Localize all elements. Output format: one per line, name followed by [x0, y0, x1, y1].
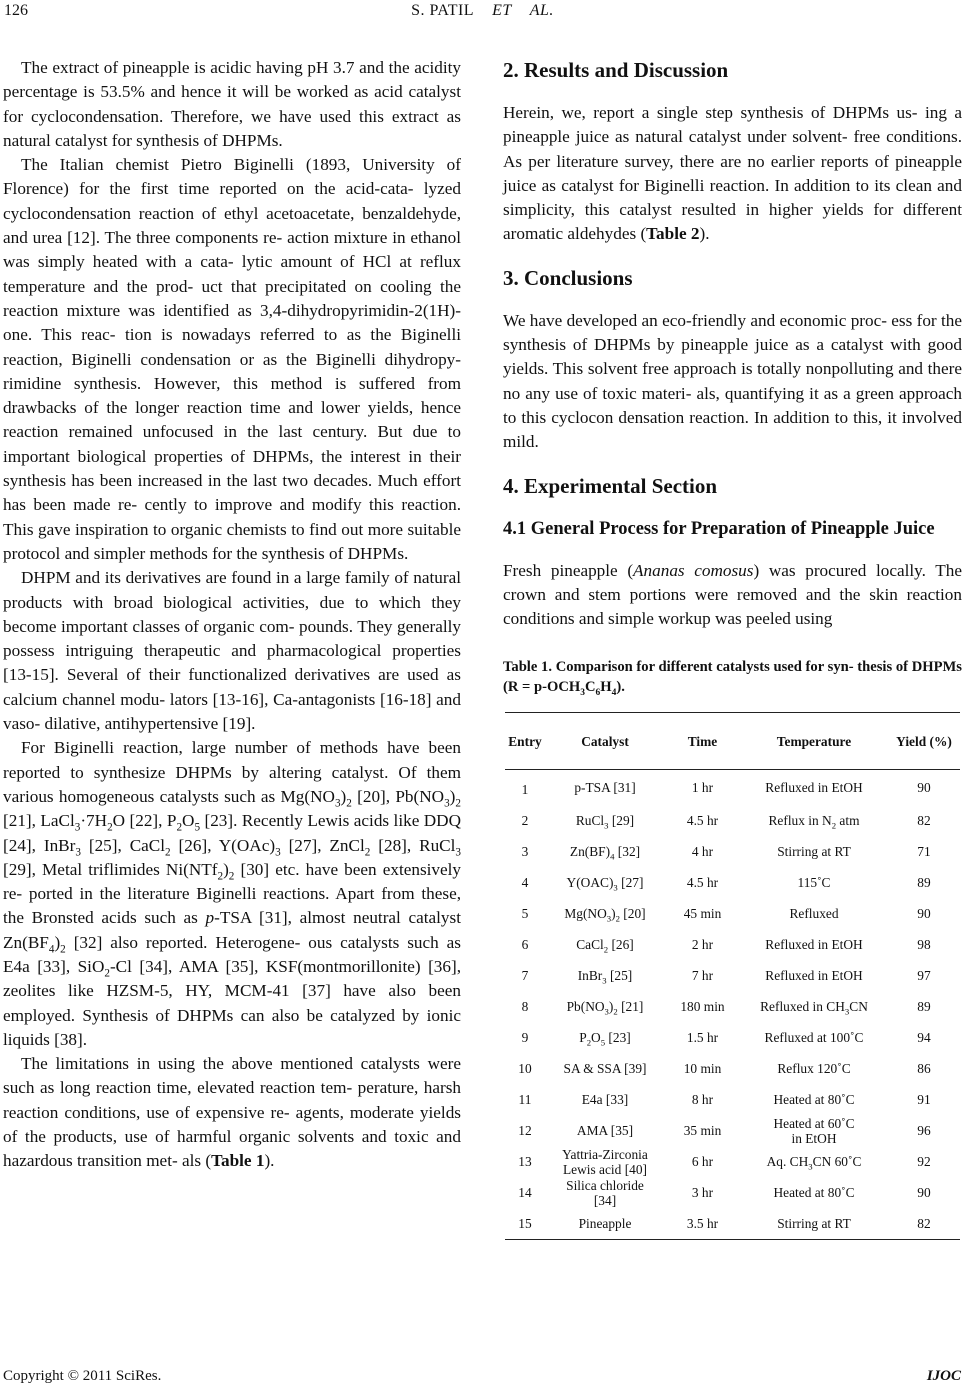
paragraph: For Biginelli reaction, large number of methods have been reported to synthesize DHPMs by altering catalyst. Of them various homogeneous catalysts such as $Mg(NO_3)_2$ [20], $Pb(NO_3)_2$ [21], $LaCl_3\cdot 7H_2O$ [22], $P_2O_5$ [23]. Recently Lewis acids like DDQ [24], InBr$_3$ [25], CaCl$_2$ [26], $Y(OAc)_3$ [27], ZnCl$_2$ [28], RuCl$_3$ [29], Metal triflimides $Ni(NTf_2)_2$ [30] etc. have been extensively re- ported in the literature Biginelli reactions. Apart from these, the Bronsted acids such as p-TSA [31], almost neutral catalyst $Zn(BF_4)_2$ [32] also reported. Heterogene- ous catalysts such as E4a [33], SiO$_2$-Cl [34], AMA [35], KSF(montmorillonite) [36], zeolites like HZSM-5, HY, MCM-41 [37] have also been employed. Synthesis of DHPMs can also be catalyzed by ionic liquids [38]. — [3, 738, 462, 1049]
paragraph: The extract of pineapple is acidic having pH 3.7 and the acidity percentage is 53.5% and hence it will be worked as acid catalyst for cyclocondensation. Therefore, we have used this extract as natural catalyst for synthesis of DHPMs. — [3, 58, 461, 150]
table-row: 7 InBr$_3$ [25] 7 hr Refluxed in EtOH 97 — [521, 968, 931, 987]
table-row: 14 Silica chloride [34] 3 hr Heated at 80˚C 90 — [518, 1177, 931, 1208]
column-header: Catalyst — [545, 713, 665, 770]
table-row: 13 Yattria-Zirconia Lewis acid [40] 6 hr Aq. $CH_3CN$ 60˚C 92 — [518, 1146, 931, 1177]
paragraph: We have developed an eco-friendly and economic proc- ess for the synthesis of DHPMs by pineapple juice as a catalyst with good yields. This solvent free approach is totally nonpolluting and there no any use of toxic materi- als, quantifying it as a green approach to this cyclocon densation reaction. In addition to this, it involved mild. — [503, 310, 962, 452]
table-row: 6 CaCl$_2$ [26] 2 hr Refluxed in EtOH 98 — [521, 937, 931, 956]
table-row: 3 $Zn(BF)_4$ [32] 4 hr Stirring at RT 71 — [521, 844, 931, 863]
section-title-results: 2. Results and Discussion — [503, 58, 729, 82]
section-title-conclusions: 3. Conclusions — [503, 265, 633, 290]
table-caption: Table 1. Comparison for different catalysts used for syn- thesis of DHPMs $(R = p-OCH_3C_6H_4)$. — [503, 659, 962, 699]
table-row: 2 RuCl$_3$ [29] 4.5 hr Reflux in $N_2$ atm 82 — [521, 813, 931, 832]
column-header: Temperature — [740, 713, 888, 770]
paragraph: Fresh pineapple (Ananas comosus) was procured locally. The crown and stem portions were removed and the skin reaction conditions and simple workup was peeled using — [503, 560, 962, 629]
paragraph: Herein, we, report a single step synthesis of DHPMs us- ing a pineapple juice as natural catalyst under solvent- free conditions. As per literature survey, there are no earlier reports of pineapple juice as catalyst for Biginelli reaction. In addition to its clean and simplicity, this catalyst resulted in higher yields for different aromatic aldehydes (Table 2). — [503, 103, 962, 244]
table-row: 9 $P_2O_5$ [23] 1.5 hr Refluxed at 100˚C 94 — [521, 1030, 931, 1049]
table-row: 15 Pineapple 3.5 hr Stirring at RT 82 — [505, 1208, 960, 1240]
table-row: 12 AMA [35] 35 min Heated at 60˚C in EtOH 96 — [518, 1115, 931, 1146]
paragraph: The Italian chemist Pietro Biginelli (1893, University of Florence) for the first time reported on the acid-cata- lyzed cyclocondensation reaction of ethyl acetoacetate, benzaldehyde, and urea [12]. The three components re- action mixture in ethanol was simply heated with a cata- lytic amount of HCl at reflux temperature and the prod- uct that precipitated on cooling the reaction mixture was identified as 3,4-dihydropyrimidin-2(1H)-one. This reac- tion is nowadays referred to as the Biginelli reaction, Biginelli condensation or as the Biginelli dihydropy- rimidine synthesis. However, this method is suffered from drawbacks of the longer reaction time and lower yields, hence reaction remained unfocused in the last century. But due to important biological properties of DHPMs, the interest in their synthesis has been increased in the last two decades. Much effort has been made re- cently to improve and modify this reaction. This gave inspiration to organic chemists to find out more suitable protocol and simpler methods for the synthesis of DHPMs. — [3, 155, 461, 563]
column-header: Time — [665, 713, 740, 770]
section-title-experimental: 4. Experimental Section — [503, 473, 718, 498]
table-row: 1 p-TSA [31] 1 hr Refluxed in EtOH 90 — [521, 780, 931, 798]
left-column — [3, 56, 461, 1174]
subsection-title: 4.1 General Process for Preparation of Pineapple Juice — [503, 518, 935, 539]
column-header: Entry — [505, 713, 545, 770]
paragraph: DHPM and its derivatives are found in a large family of natural products with broad biological activities, due to which they become important classes of organic com- pounds. They generally possess intriguing therapeutic and pharmacological properties [13-15]. Several of their functionalized derivatives are used as calcium channel modu- lators [13-16], Ca-antagonists [16-18] and vaso- dilative, antihypertensive [19]. — [3, 568, 461, 734]
table-row: 5 $Mg(NO_3)_2$ [20] 45 min Refluxed 90 — [521, 906, 931, 925]
table-row: 10 SA & SSA [39] 10 min Reflux 120˚C 86 — [518, 1061, 931, 1077]
column-header: Yield (%) — [888, 713, 960, 770]
right-column — [503, 56, 962, 1240]
footer-journal: IJOC — [926, 1368, 961, 1384]
table-row: 4 $Y(OAC)_3$ [27] 4.5 hr 115˚C 89 — [521, 875, 931, 894]
paragraph: The limitations in using the above mentioned catalysts were such as long reaction time, elevated reaction tem- perature, harsh reaction conditions, use of expensive re- agents, moderate yields of the products, use of harmful organic solvents and toxic and hazardous transition met- als (Table 1). — [3, 1054, 461, 1171]
footer-copyright: Copyright © 2011 SciRes. — [3, 1368, 162, 1384]
running-head: S. PATIL ET AL. — [411, 2, 554, 19]
table-row: 11 E4a [33] 8 hr Heated at 80˚C 91 — [518, 1092, 931, 1108]
page-number: 126 — [4, 2, 28, 19]
table-row: 8 $Pb(NO_3)_2$ [21] 180 min Refluxed in $CH_3CN$ 89 — [521, 999, 931, 1018]
catalyst-table — [505, 712, 960, 1240]
